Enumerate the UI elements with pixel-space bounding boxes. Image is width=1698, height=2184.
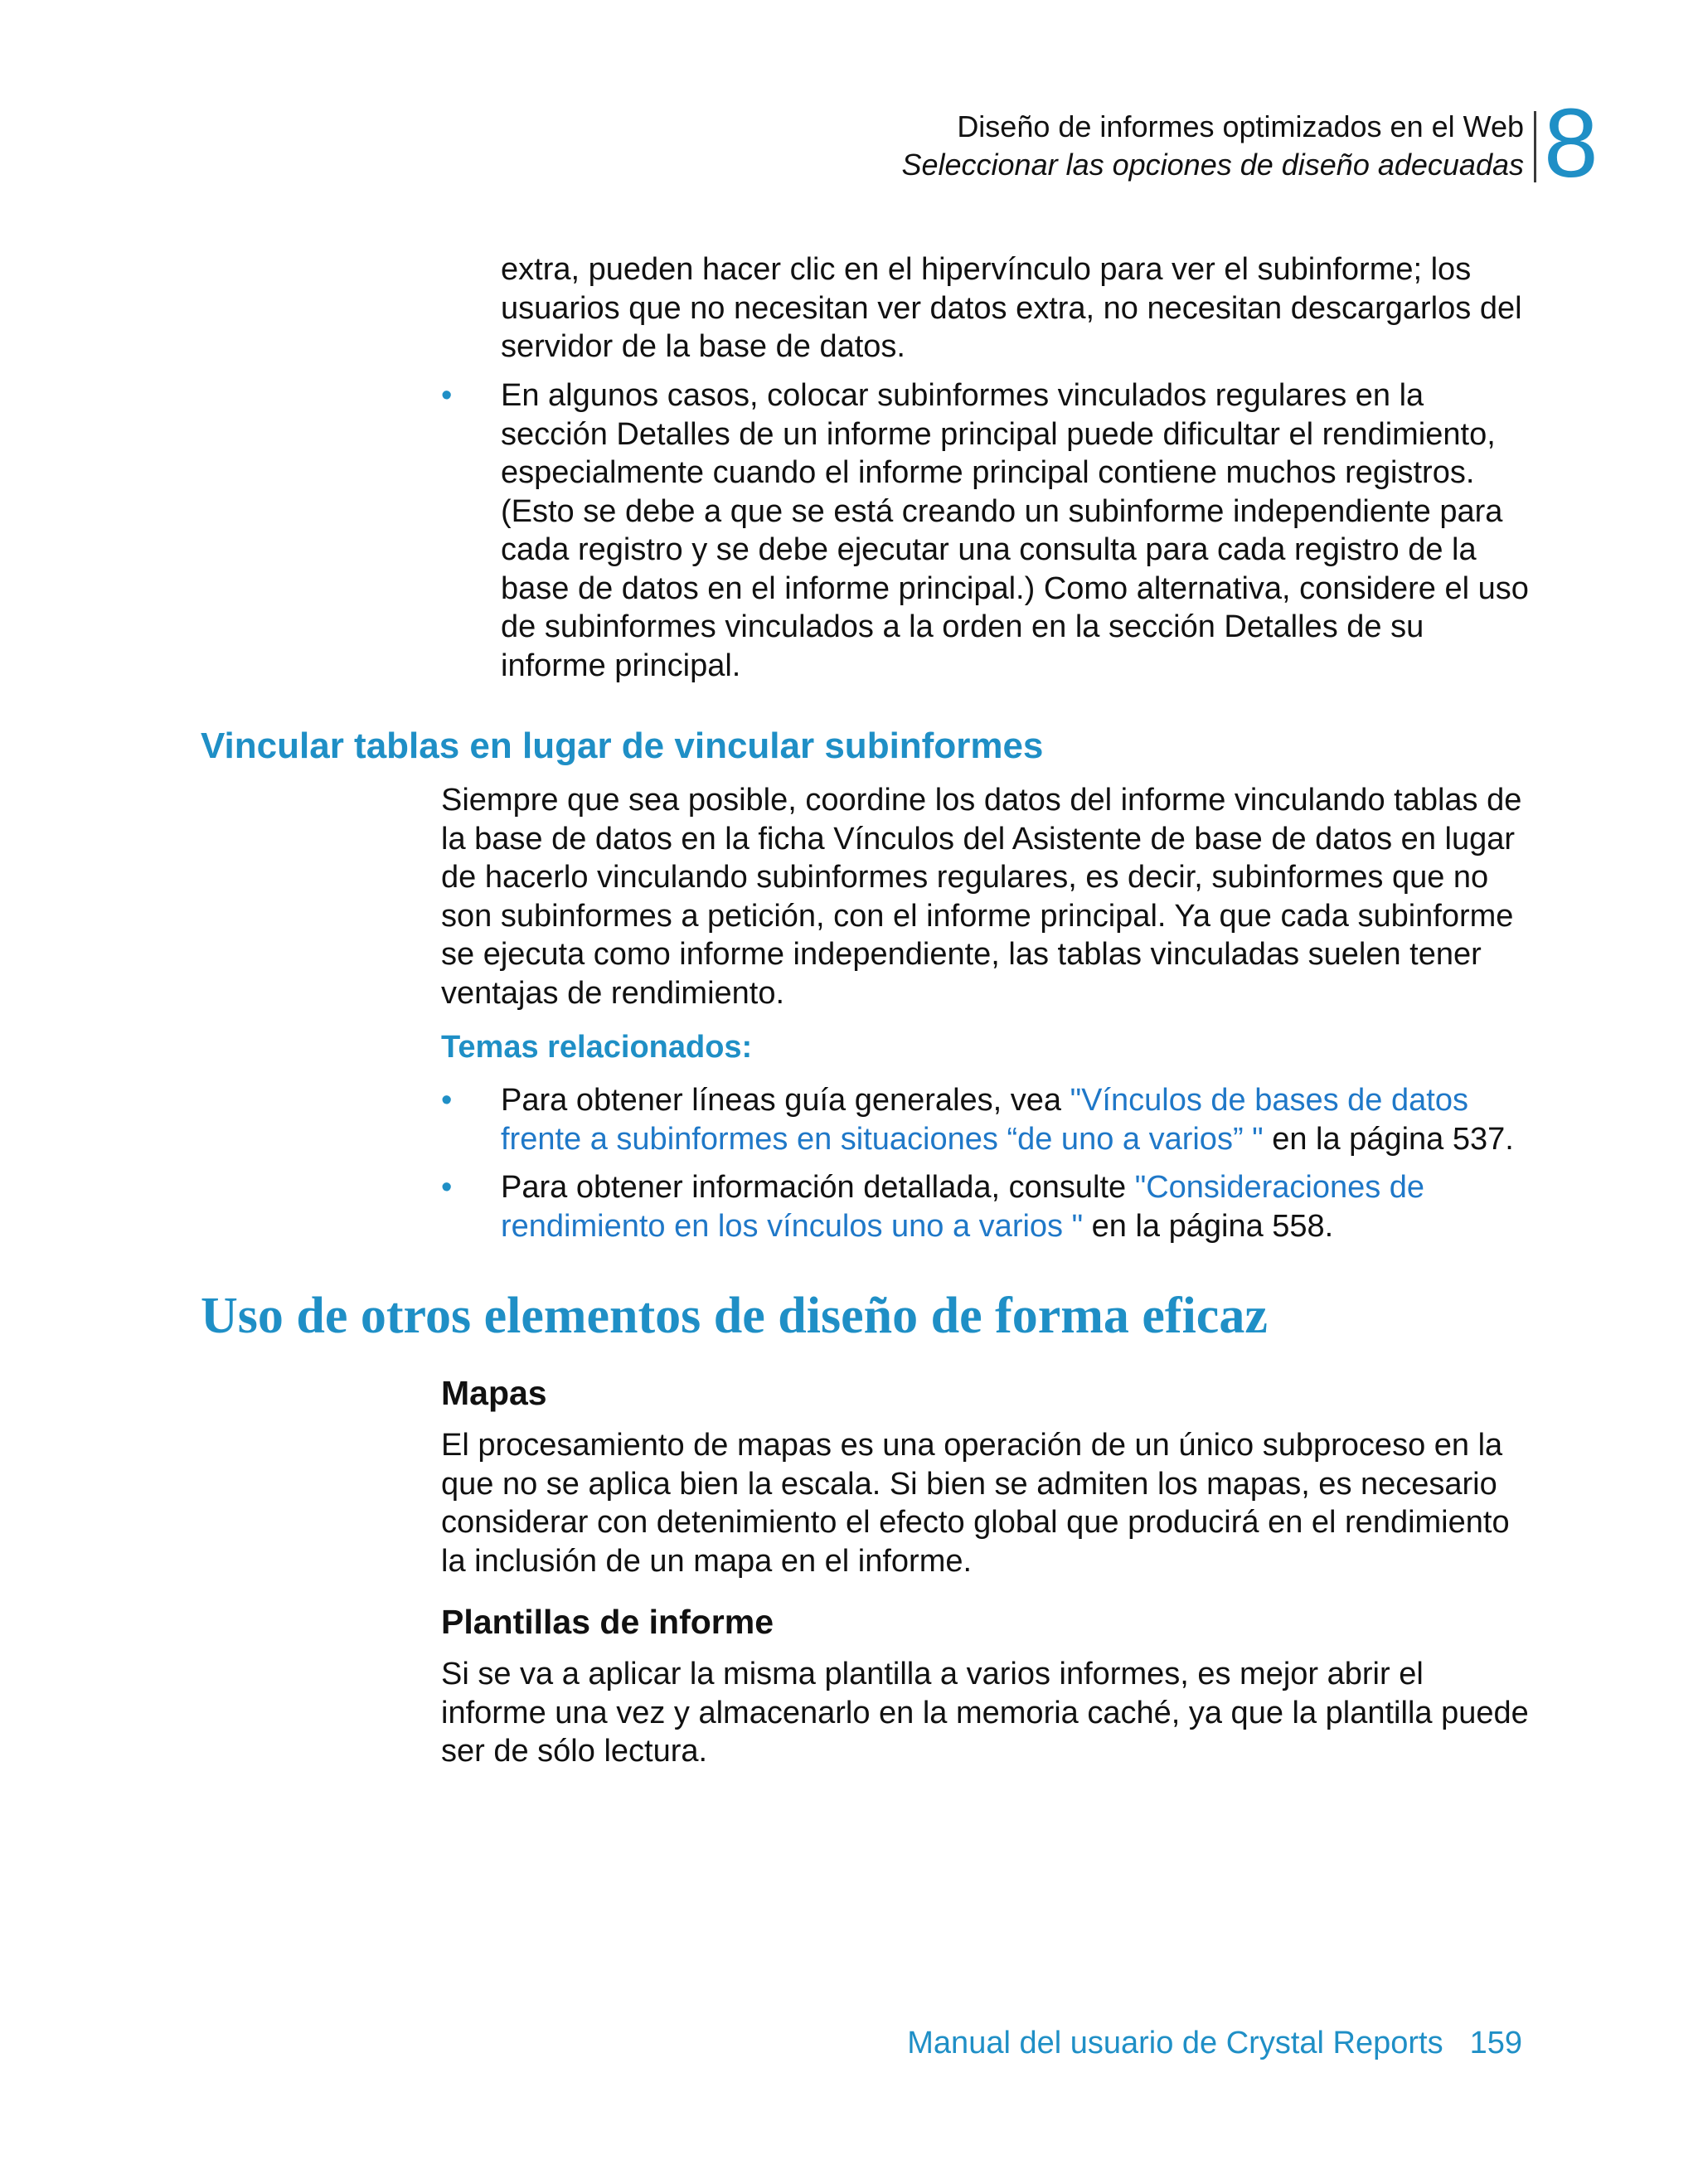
list-item: [441, 1168, 1529, 1245]
link-tables-paragraph: Siempre que sea posible, coordine los datos del informe vinculando tablas de la base de datos en la ficha Vínculos del Asistente de base de datos en lugar de hacerlo vinculando subinformes regulares, es decir, subinformes que no son subinformes a petición, con el informe principal. Ya que cada subinforme se ejecuta como informe independiente, las tablas vinculadas suelen tener ventajas de rendimiento.: [441, 783, 1522, 1011]
page-number: 159: [1469, 2026, 1522, 2060]
chapter-title: Diseño de informes optimizados en el Web: [957, 109, 1524, 143]
related-item-2-prefix: Para obtener información detallada, consulte: [501, 1170, 1135, 1205]
bullet-icon: •: [441, 1170, 453, 1205]
section-title: Seleccionar las opciones de diseño adecuadas: [901, 148, 1524, 182]
book-title: Manual del usuario de Crystal Reports: [907, 2026, 1443, 2060]
bullet-text: En algunos casos, colocar subinformes vinculados regulares en la sección Detalles de un informe principal puede dificultar el rendimiento, especialmente cuando el informe principal contiene muchos registros. (Esto se debe a que se está creando un subinforme independiente para cada registro y se debe ejecutar una consulta para cada registro de la base de datos en el informe principal.) Como alternativa, considere el uso de subinformes vinculados a la orden en la sección Detalles de su informe principal.: [501, 378, 1529, 683]
maps-subsection: [441, 1371, 1535, 1580]
bullet-icon: •: [441, 1083, 453, 1118]
related-item-2-suffix: en la página 558.: [1083, 1208, 1334, 1244]
page-footer: [907, 2023, 1522, 2063]
bullet-icon: •: [441, 378, 453, 413]
list-item: [441, 376, 1529, 685]
templates-subsection: [441, 1600, 1535, 1771]
header-divider: [1534, 111, 1536, 182]
intro-bullet-list: [441, 376, 1529, 685]
intro-continuation: [501, 250, 1529, 366]
related-topics-list: [441, 1081, 1529, 1245]
continuation-paragraph: extra, pueden hacer clic en el hipervínculo para ver el subinforme; los usuarios que no necesitan ver datos extra, no necesitan descargarlos del servidor de la base de datos.: [501, 252, 1522, 364]
maps-paragraph: El procesamiento de mapas es una operación de un único subproceso en la que no se aplica bien la escala. Si bien se admiten los mapas, es necesario considerar con detenimiento el efecto global que producirá en el rendimiento la inclusión de un mapa en el informe.: [441, 1428, 1510, 1579]
maps-heading: Mapas: [441, 1374, 547, 1412]
related-item-1: [501, 1081, 1529, 1158]
templates-paragraph: Si se va a aplicar la misma plantilla a varios informes, es mejor abrir el informe una vez y almacenarlo en la memoria caché, ya que la plantilla puede ser de sólo lectura.: [441, 1657, 1529, 1769]
related-item-1-suffix: en la página 537.: [1263, 1121, 1514, 1157]
related-link-2[interactable]: "Consideraciones de rendimiento en los vínculos uno a varios ": [501, 1170, 1425, 1244]
running-header: [901, 108, 1524, 184]
templates-heading: Plantillas de informe: [441, 1603, 774, 1641]
list-item: [441, 1081, 1529, 1158]
related-item-2: [501, 1168, 1529, 1245]
related-topics-heading: Temas relacionados:: [441, 1030, 753, 1065]
related-link-1[interactable]: "Vínculos de bases de datos frente a subinformes en situaciones “de uno a varios” ": [501, 1083, 1468, 1157]
related-item-1-prefix: Para obtener líneas guía generales, vea: [501, 1083, 1070, 1118]
section-heading-other-elements: Uso de otros elementos de diseño de forma eficaz: [201, 1288, 1268, 1344]
section-heading-link-tables: Vincular tablas en lugar de vincular subinformes: [201, 726, 1044, 766]
related-topics: [441, 1028, 1535, 1066]
chapter-number: 8: [1544, 89, 1599, 198]
link-tables-body: [441, 781, 1535, 1012]
